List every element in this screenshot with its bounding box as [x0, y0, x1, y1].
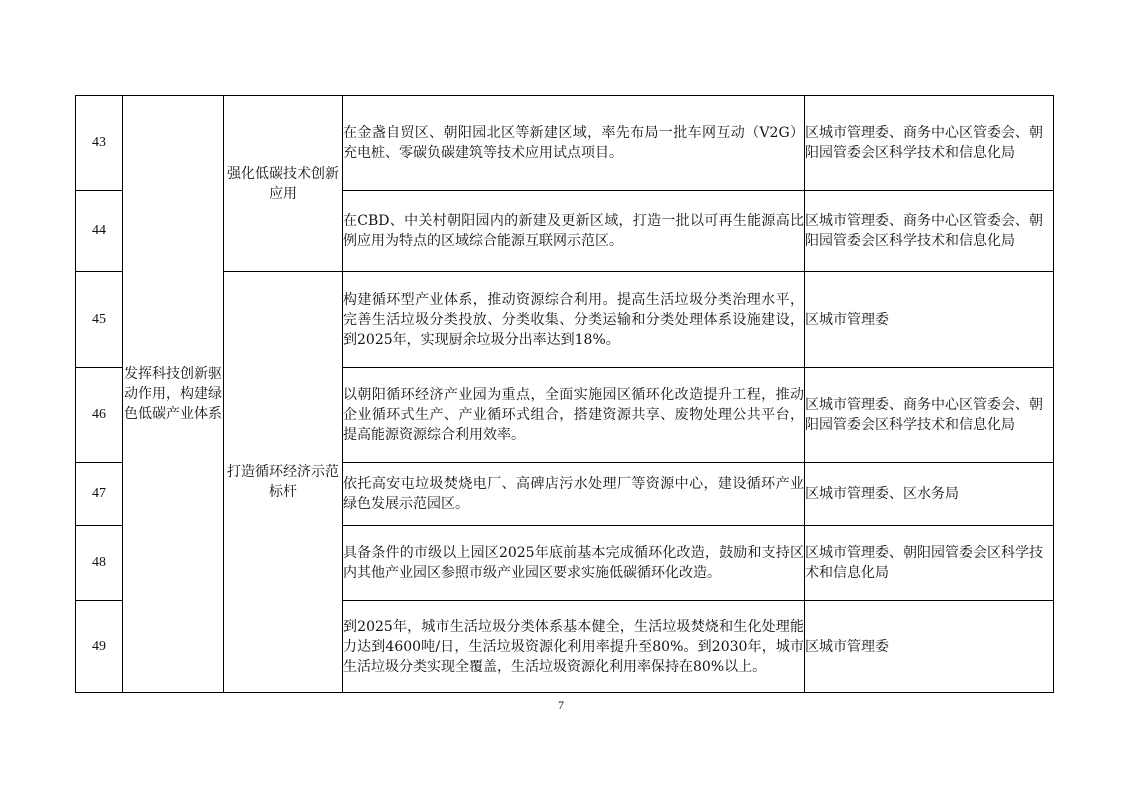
responsible-department: 区城市管理委: [805, 601, 1054, 693]
responsible-department: 区城市管理委、商务中心区管委会、朝阳园管委会区科学技术和信息化局: [805, 191, 1054, 272]
page-number: 7: [558, 698, 564, 712]
task-table: [75, 95, 1054, 693]
task-description: 具备条件的市级以上园区2025年底前基本完成循环化改造，鼓励和支持区内其他产业园区参照市级产业园区要求实施低碳循环化改造。: [343, 526, 805, 601]
task-description: 在金盏自贸区、朝阳园北区等新建区域，率先布局一批车网互动（V2G）充电桩、零碳负碳建筑等技术应用试点项目。: [343, 96, 805, 191]
row-number: 43: [76, 96, 123, 191]
responsible-department: 区城市管理委、商务中心区管委会、朝阳园管委会区科学技术和信息化局: [805, 368, 1054, 463]
task-description: 在CBD、中关村朝阳园内的新建及更新区域，打造一批以可再生能源高比例应用为特点的区域综合能源互联网示范区。: [343, 191, 805, 272]
subcategory-cell: 强化低碳技术创新应用: [224, 96, 343, 272]
responsible-department: 区城市管理委、朝阳园管委会区科学技术和信息化局: [805, 526, 1054, 601]
category-cell: 发挥科技创新驱动作用，构建绿色低碳产业体系: [123, 96, 224, 693]
responsible-department: 区城市管理委、区水务局: [805, 463, 1054, 526]
responsible-department: 区城市管理委: [805, 272, 1054, 368]
task-description: 到2025年，城市生活垃圾分类体系基本健全，生活垃圾焚烧和生化处理能力达到4600吨/日，生活垃圾资源化利用率提升至80%。到2030年，城市生活垃圾分类实现全覆盖，生活垃圾资源化利用率保持在80%以上。: [343, 601, 805, 693]
row-number: 48: [76, 526, 123, 601]
table-row: [76, 96, 1054, 191]
subcategory-cell: 打造循环经济示范标杆: [224, 272, 343, 693]
row-number: 45: [76, 272, 123, 368]
row-number: 47: [76, 463, 123, 526]
row-number: 49: [76, 601, 123, 693]
task-description: 构建循环型产业体系，推动资源综合利用。提高生活垃圾分类治理水平，完善生活垃圾分类投放、分类收集、分类运输和分类处理体系设施建设，到2025年，实现厨余垃圾分出率达到18%。: [343, 272, 805, 368]
row-number: 46: [76, 368, 123, 463]
task-description: 依托高安屯垃圾焚烧电厂、高碑店污水处理厂等资源中心，建设循环产业绿色发展示范园区。: [343, 463, 805, 526]
responsible-department: 区城市管理委、商务中心区管委会、朝阳园管委会区科学技术和信息化局: [805, 96, 1054, 191]
row-number: 44: [76, 191, 123, 272]
task-description: 以朝阳循环经济产业园为重点，全面实施园区循环化改造提升工程，推动企业循环式生产、产业循环式组合，搭建资源共享、废物处理公共平台，提高能源资源综合利用效率。: [343, 368, 805, 463]
